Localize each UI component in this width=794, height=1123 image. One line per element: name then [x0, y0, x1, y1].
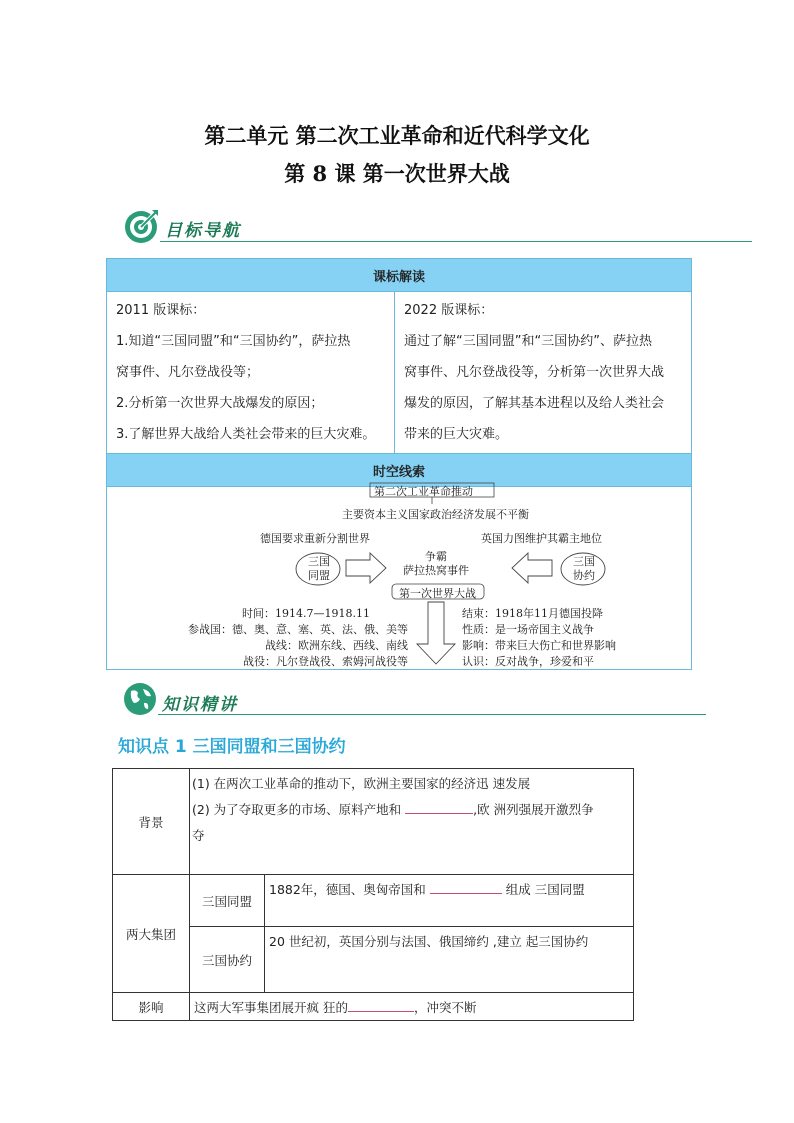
alliance-text: 1882年，德国、奥匈帝国和: [269, 882, 426, 897]
diagram-center-line: 争霸: [425, 550, 447, 563]
timeline-header: 时空线索: [107, 454, 692, 487]
standards-2022-heading: 2022 版课标：: [404, 303, 494, 318]
diagram-war-box: 第一次世界大战: [399, 587, 476, 600]
label-triple-entente: 三国协约: [190, 927, 265, 993]
lesson-title: 第 8 课 第一次世界大战: [284, 161, 510, 186]
standards-2022-line: 窝事件、凡尔登战役等，分析第一次世界大战: [404, 365, 665, 380]
diagram-left-bloc-line: 三国: [308, 555, 330, 568]
section-label-knowledge: 知识精讲: [162, 695, 238, 715]
diagram-left-info-line: 战线：欧洲东线、西线、南线: [265, 639, 408, 652]
background-text: ,欧 洲列强展开激烈争: [473, 802, 594, 817]
impact-text: ，冲突不断: [413, 999, 477, 1015]
standards-2022-line: 爆发的原因，了解其基本进程以及给人类社会: [404, 396, 665, 411]
background-line: 夺: [192, 828, 205, 843]
row-label-blocs: 两大集团: [113, 875, 190, 993]
section-divider: [160, 241, 752, 242]
diagram-left-info-line: 时间：1914.7—1918.11: [242, 607, 370, 620]
diagram-right-bloc-line: 三国: [573, 555, 595, 568]
diagram-top-box: 第二次工业革命推动: [374, 485, 473, 498]
impact-text: 这两大军事集团展开疯 狂的: [194, 999, 348, 1015]
standards-2011-cell: [107, 292, 395, 454]
knowledge-table: [112, 768, 634, 1021]
background-text: (2) 为了夺取更多的市场、原料产地和: [192, 802, 402, 817]
fill-blank[interactable]: [348, 999, 414, 1012]
fill-blank[interactable]: [430, 881, 502, 894]
diagram-right-info-line: 认识：反对战争，珍爱和平: [462, 655, 594, 668]
diagram-right-bloc-line: 协约: [573, 569, 595, 582]
diagram-right-info-line: 影响：带来巨大伤亡和世界影响: [462, 639, 616, 652]
diagram-left-info-line: 战役：凡尔登战役、索姆河战役等: [243, 655, 408, 668]
diagram-right-info: [462, 606, 616, 670]
background-line: [192, 797, 631, 823]
diagram-left-info-line: 参战国：德、奥、意、塞、英、法、俄、美等: [188, 623, 408, 636]
row-label-impact: 影响: [113, 993, 190, 1021]
target-icon: [122, 206, 162, 246]
diagram-right-bloc: [573, 555, 595, 583]
standards-2011-line: 1.知道“三国同盟”和“三国协约”，萨拉热: [116, 334, 351, 349]
diagram-right-cause: 英国力图维护其霸主地位: [481, 532, 602, 545]
background-line: (1) 在两次工业革命的推动下，欧洲主要国家的经济迅 速发展: [192, 776, 531, 791]
standards-2011-heading: 2011 版课标：: [116, 303, 206, 318]
standards-2022-line: 通过了解“三国同盟”和“三国协约”、萨拉热: [404, 334, 652, 349]
diagram-left-cause: 德国要求重新分割世界: [260, 532, 370, 545]
background-cell: [190, 769, 634, 875]
section-divider: [158, 714, 706, 715]
section-label-goal: 目标导航: [165, 221, 241, 241]
standards-2011-line: 窝事件、凡尔登战役等；: [116, 365, 260, 380]
diagram-right-info-line: 结束：1918年11月德国投降: [462, 607, 603, 620]
diagram-center: [392, 550, 480, 578]
unit-title: 第二单元 第二次工业革命和近代科学文化: [204, 123, 590, 148]
diagram-left-bloc-line: 同盟: [308, 569, 330, 582]
triple-alliance-cell: [265, 875, 634, 927]
impact-cell: [190, 993, 634, 1021]
standards-2011-line: 3.了解世界大战给人类社会带来的巨大灾难。: [116, 427, 376, 442]
label-triple-alliance: 三国同盟: [190, 875, 265, 927]
diagram-left-info: [106, 606, 408, 670]
diagram-center-line: 萨拉热窝事件: [403, 564, 469, 577]
diagram-right-info-line: 性质：是一场帝国主义战争: [462, 623, 594, 636]
standards-2011-line: 2.分析第一次世界大战爆发的原因；: [116, 396, 324, 411]
standards-header: 课标解读: [107, 259, 692, 292]
timeline-diagram: [106, 482, 692, 668]
diagram-left-bloc: [308, 555, 330, 583]
alliance-text: 组成 三国同盟: [505, 882, 585, 897]
standards-2022-cell: [395, 292, 692, 454]
diagram-imbalance: 主要资本主义国家政治经济发展不平衡: [342, 508, 529, 521]
fill-blank[interactable]: [405, 801, 473, 814]
globe-icon: [122, 681, 158, 717]
knowledge-point-title: 知识点 1 三国同盟和三国协约: [118, 737, 346, 757]
triple-entente-cell: 20 世纪初，英国分别与法国、俄国缔约 ,建立 起三国协约: [265, 927, 634, 993]
standards-2022-line: 带来的巨大灾难。: [404, 427, 509, 442]
row-label-background: 背景: [113, 769, 190, 875]
